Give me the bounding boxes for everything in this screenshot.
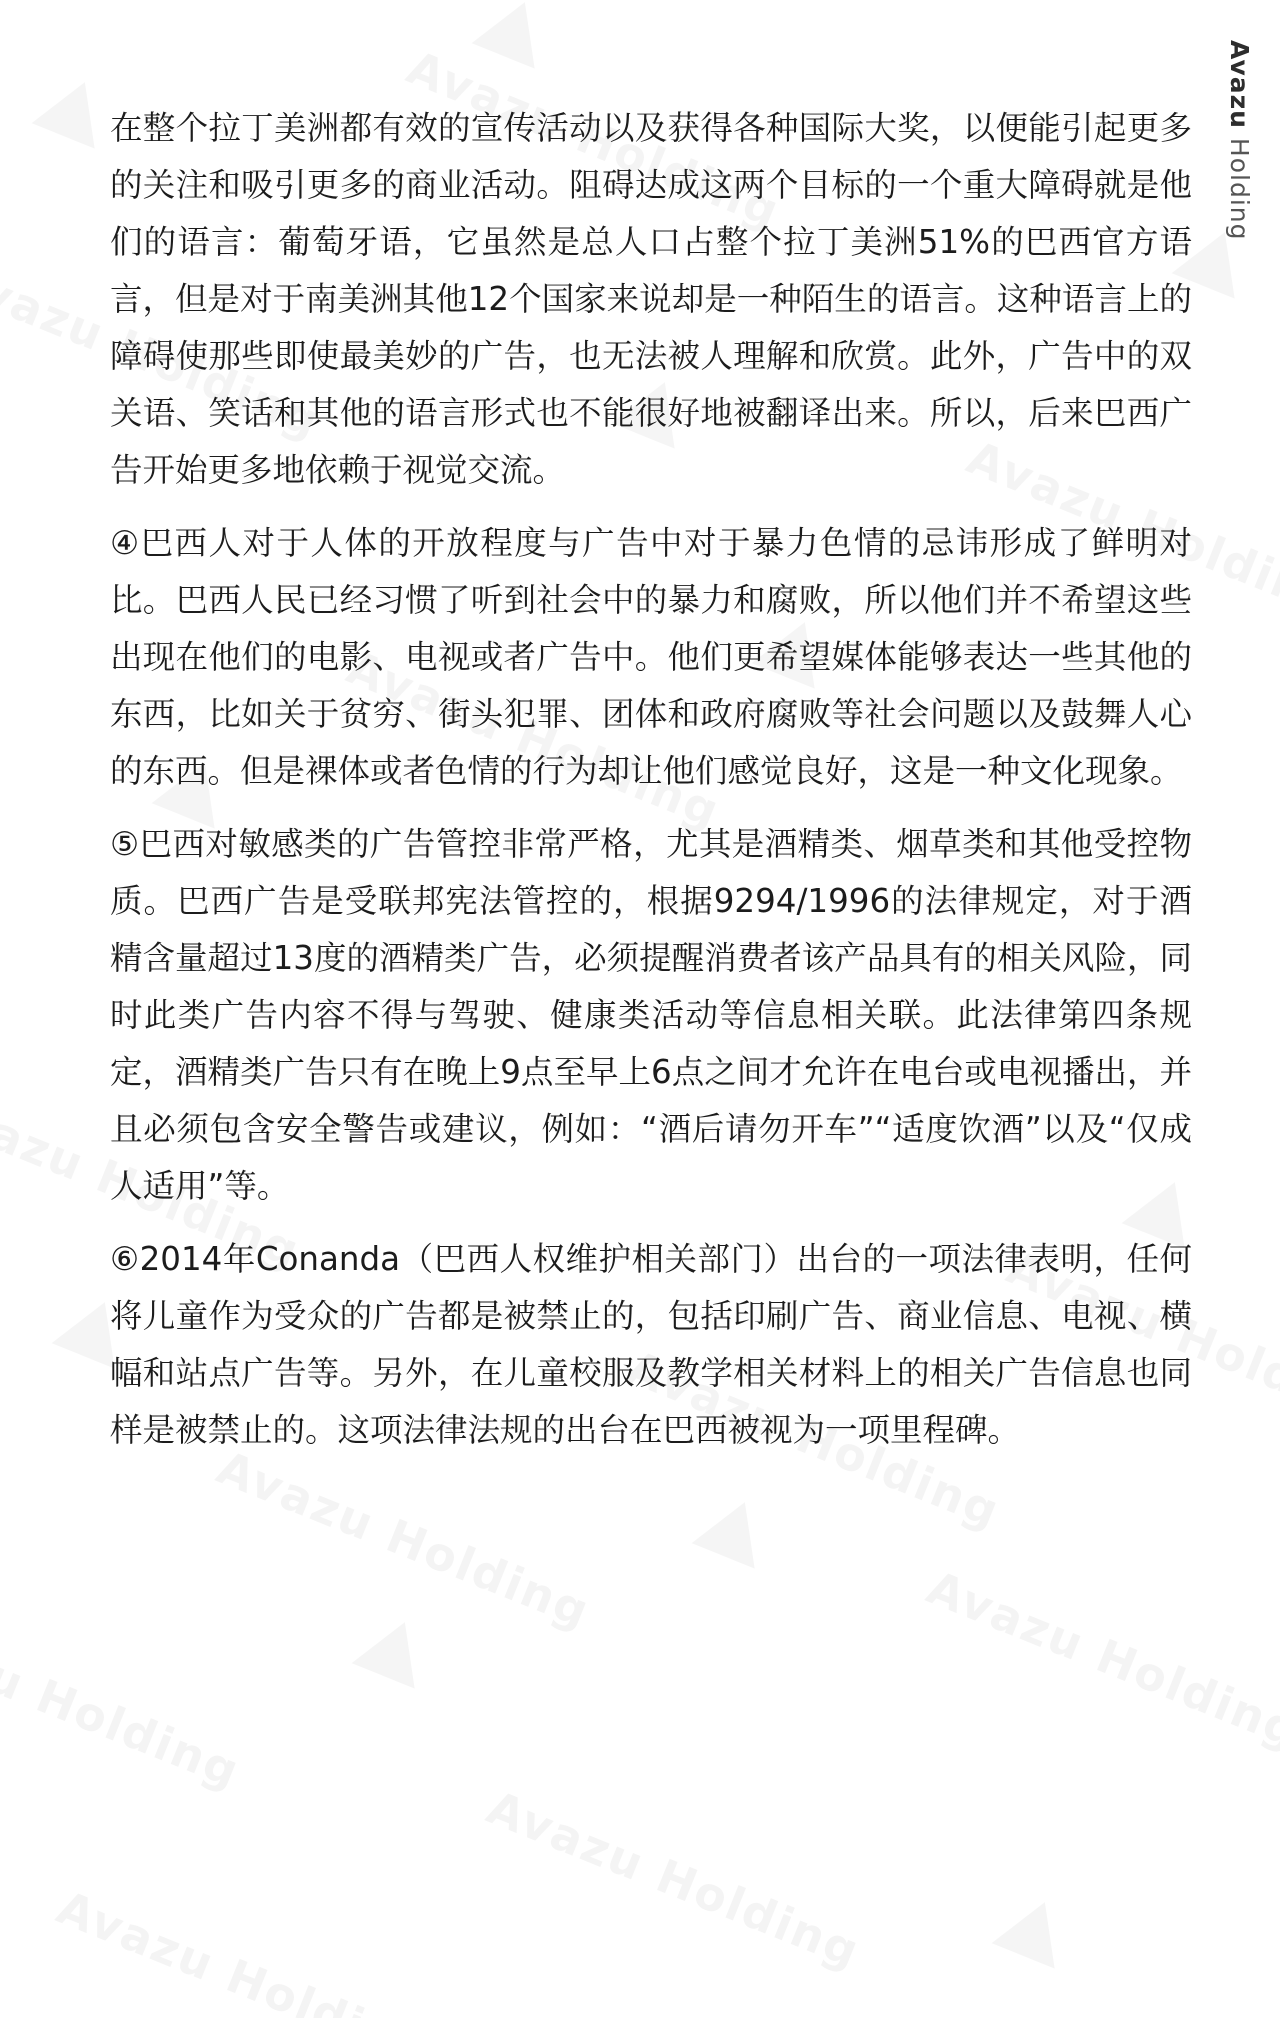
watermark-logo-icon: [692, 1489, 777, 1568]
paragraph: 在整个拉丁美洲都有效的宣传活动以及获得各种国际大奖，以便能引起更多的关注和吸引更多的商业活动。阻碍达成这两个目标的一个重大障碍就是他们的语言：葡萄牙语，它虽然是总人口占整个拉丁美洲51%的巴西官方语言，但是对于南美洲其他12个国家来说却是一种陌生的语言。这种语言上的障碍使那些即使最美妙的广告，也无法被人理解和欣赏。此外，广告中的双关语、笑话和其他的语言形式也不能很好地被翻译出来。所以，后来巴西广告开始更多地依赖于视觉交流。: [110, 109, 1192, 489]
brand-name-bold: Avazu: [1225, 40, 1254, 129]
watermark-text: [920, 1560, 1280, 1759]
watermark-logo-icon: [32, 69, 117, 148]
paragraph: ⑤巴西对敏感类的广告管控非常严格，尤其是酒精类、烟草类和其他受控物质。巴西广告是受联邦宪法管控的，根据9294/1996的法律规定，对于酒精含量超过13度的酒精类广告，必须提醒消费者该产品具有的相关风险，同时此类广告内容不得与驾驶、健康类活动等信息相关联。此法律第四条规定，酒精类广告只有在晚上9点至早上6点之间才允许在电台或电视播出，并且必须包含安全警告或建议，例如：“酒后请勿开车”“适度饮酒”以及“仅成人适用”等。: [110, 825, 1192, 1205]
watermark-logo-icon: [352, 1609, 437, 1688]
brand-name-rest: Holding: [1225, 128, 1254, 241]
watermark-text: [480, 1780, 868, 1979]
watermark-text: [0, 1600, 248, 1799]
watermark-text: [50, 1880, 438, 2018]
paragraph: ④巴西人对于人体的开放程度与广告中对于暴力色情的忌讳形成了鲜明对比。巴西人民已经习惯了听到社会中的暴力和腐败，所以他们并不希望这些出现在他们的电影、电视或者广告中。他们更希望媒体能够表达一些其他的东西，比如关于贫穷、街头犯罪、团体和政府腐败等社会问题以及鼓舞人心的东西。但是裸体或者色情的行为却让他们感觉良好，这是一种文化现象。: [110, 524, 1192, 790]
paragraph: ⑥2014年Conanda（巴西人权维护相关部门）出台的一项法律表明，任何将儿童作为受众的广告都是被禁止的，包括印刷广告、商业信息、电视、横幅和站点广告等。另外，在儿童校服及教学相关材料上的相关广告信息也同样是被禁止的。这项法律法规的出台在巴西被视为一项里程碑。: [110, 1240, 1192, 1449]
article-body: [110, 100, 1192, 1475]
watermark-logo-icon: [472, 0, 557, 69]
brand-label: [1225, 40, 1254, 241]
watermark-logo-icon: [992, 1889, 1077, 1968]
